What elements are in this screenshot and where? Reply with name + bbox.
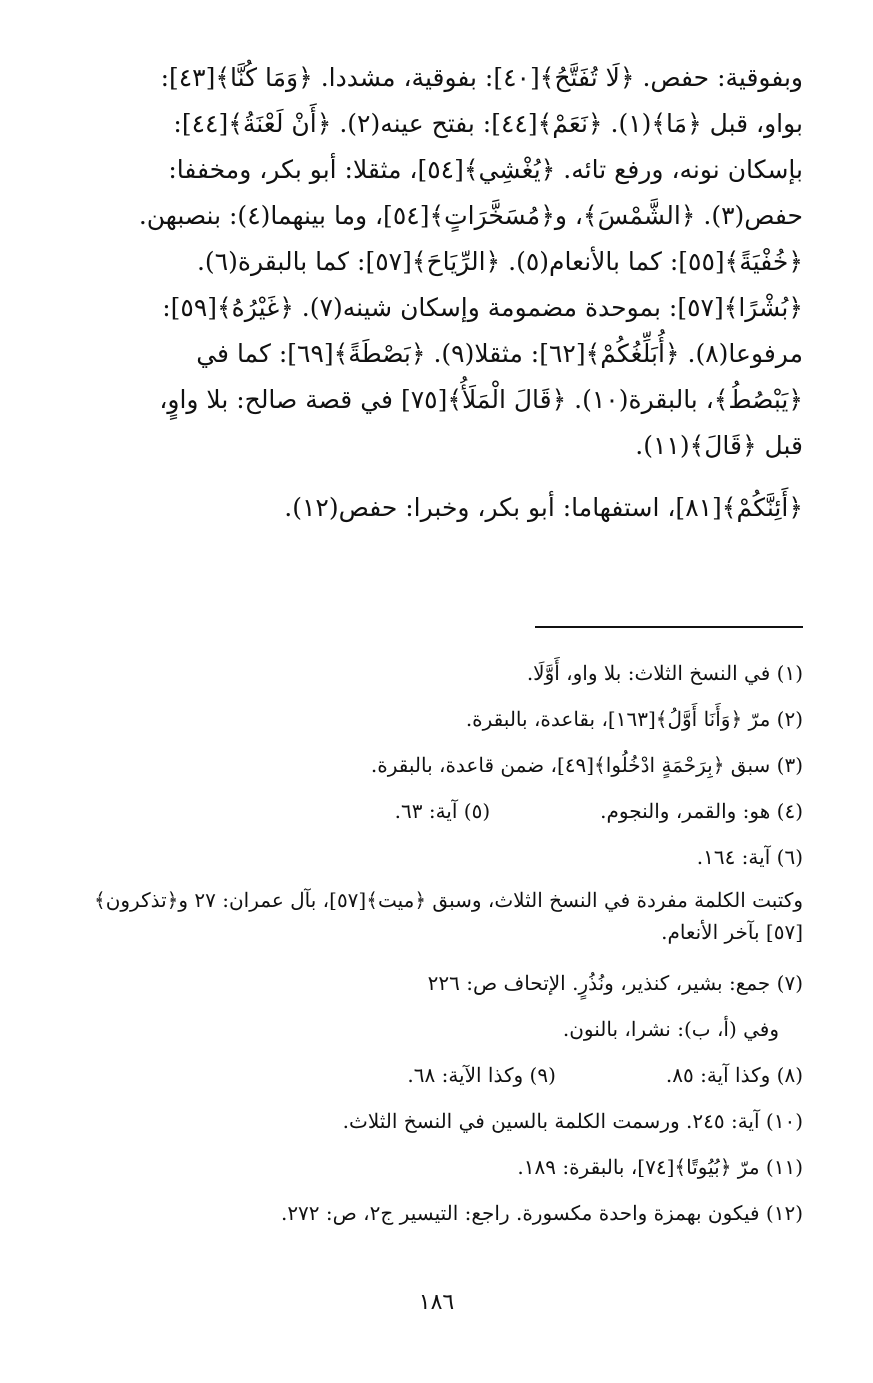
text-line-3: بإسكان نونه، ورفع تائه. ﴿يُغْشِي﴾[٥٤]، مثقلا: أبو بكر، ومخففا: — [168, 155, 803, 184]
footnote-9: (٩) وكذا الآية: ٦٨. — [407, 1063, 556, 1087]
footnote-12: (١٢) فيكون بهمزة واحدة مكسورة. راجع: التيسير ج٢، ص: ٢٧٢. — [280, 1201, 803, 1225]
footnote-row-4-5 — [70, 788, 803, 834]
text-line-9: قبل ﴿قَالَ﴾(١١). — [635, 431, 803, 460]
text-line-5: ﴿خُفْيَةً﴾[٥٥]: كما بالأنعام(٥). ﴿الرِّيَاحَ﴾[٥٧]: كما بالبقرة(٦). — [196, 247, 803, 276]
footnote-5: (٥) آية: ٦٣. — [394, 799, 491, 823]
footnote-8: (٨) وكذا آية: ٨٥. — [665, 1063, 803, 1087]
footnote-7: (٧) جمع: بشير، كنذير، ونُذُرٍ. الإتحاف ص: ٢٢٦ — [427, 971, 803, 995]
footnote-4: (٤) هو: والقمر، والنجوم. — [600, 799, 803, 823]
footnote-3: (٣) سبق ﴿بِرَحْمَةٍ ادْخُلُوا﴾[٤٩]، ضمن قاعدة، بالبقرة. — [370, 753, 803, 777]
text-line-6: ﴿بُشْرًا﴾[٥٧]: بموحدة مضمومة وإسكان شينه(٧). ﴿غَيْرُهُ﴾[٥٩]: — [162, 293, 803, 322]
footnote-6-continuation: وكتبت الكلمة مفردة في النسخ الثلاث، وسبق ﴿ميت﴾[٥٧]، بآل عمران: ٢٧ و﴿تذكرون﴾[٥٧] بآخر الأنعام. — [93, 888, 803, 944]
text-line-2: بواو، قبل ﴿مَا﴾(١). ﴿نَعَمْ﴾[٤٤]: بفتح عينه(٢). ﴿أَنْ لَعْنَةُ﴾[٤٤]: — [173, 109, 803, 138]
footnote-11: (١١) مرّ ﴿بُيُوتًا﴾[٧٤]، بالبقرة: ١٨٩. — [517, 1155, 803, 1179]
footnote-1: (١) في النسخ الثلاث: بلا واو، أَوَّلَا. — [526, 661, 803, 685]
footnotes — [70, 650, 803, 1236]
footnote-row-8-9 — [70, 1052, 803, 1098]
page-number: ١٨٦ — [418, 1290, 455, 1315]
standalone-line: ﴿أَئِنَّكُمْ﴾[٨١]، استفهاما: أبو بكر، وخبرا: حفص(١٢). — [284, 493, 803, 522]
footnote-2: (٢) مرّ ﴿وَأَنَا أَوَّلُ﴾[١٦٣]، بقاعدة، بالبقرة. — [465, 707, 803, 731]
text-line-7: مرفوعا(٨). ﴿أُبَلِّغُكُمْ﴾[٦٢]: مثقلا(٩). ﴿بَصْطَةً﴾[٦٩]: كما في — [196, 339, 803, 368]
text-line-4: حفص(٣). ﴿الشَّمْسَ﴾، و﴿مُسَخَّرَاتٍ﴾[٥٤]، وما بينهما(٤): بنصبهن. — [138, 201, 803, 230]
page-body — [70, 55, 803, 531]
footnote-7-continuation: وفي (أ، ب): نشرا، بالنون. — [562, 1017, 779, 1041]
footnote-10: (١٠) آية: ٢٤٥. ورسمت الكلمة بالسين في النسخ الثلاث. — [342, 1109, 803, 1133]
text-line-1: وبفوقية: حفص. ﴿لَا تُفَتَّحُ﴾[٤٠]: بفوقية، مشددا. ﴿وَمَا كُنَّا﴾[٤٣]: — [160, 63, 803, 92]
footnote-divider — [535, 626, 803, 628]
footnote-6: (٦) آية: ١٦٤. — [696, 845, 803, 869]
main-text-block — [70, 55, 803, 469]
text-line-8: ﴿يَبْصُطُ﴾، بالبقرة(١٠). ﴿قَالَ الْمَلَأُ﴾[٧٥] في قصة صالح: بلا واوٍ، — [159, 385, 803, 414]
